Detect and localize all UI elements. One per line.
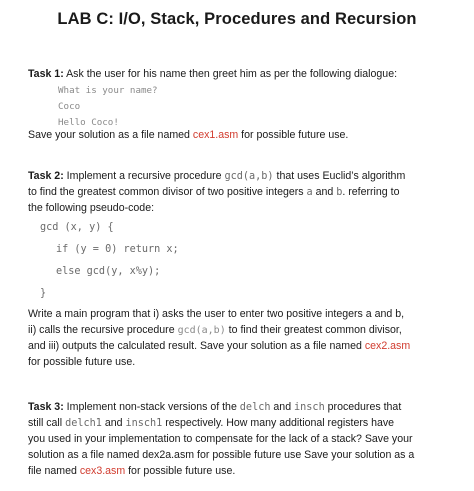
task2-para-2b: to find their greatest common divisor, [225, 324, 402, 336]
task2-para-1: Write a main program that i) asks the user to enter two positive integers a and b, [28, 308, 405, 320]
task3-text-5a: file named [28, 465, 80, 477]
pseudo-code-line-1: gcd (x, y) { [40, 222, 114, 233]
task2-para-2a: ii) calls the recursive procedure [28, 324, 178, 336]
task2-save-file: cex2.asm [364, 340, 411, 352]
task2-gcd-code: gcd(a,b) [224, 171, 274, 182]
task1-save [28, 127, 468, 143]
task3-text-1a: Implement non-stack versions of the [63, 401, 240, 413]
task2-para-3 [28, 338, 468, 354]
pseudo-code-line-2: if (y = 0) return x; [56, 244, 179, 255]
task2-text-2b: . referring to [342, 186, 400, 198]
document-title: LAB C: I/O, Stack, Procedures and Recursion [57, 10, 417, 28]
task2-code-a: a [306, 187, 313, 198]
task3-line-3: you used in your implementation to compensate for the lack of a stack? Save your [28, 433, 413, 445]
task3-line-4: solution as a file named dex2a.asm for possible future use Save your solution as a [28, 449, 415, 461]
task3-code-insch: insch [294, 402, 325, 413]
task3-text-1mid: and [270, 401, 295, 413]
task3-line-1 [28, 399, 468, 416]
dialogue-line-2: Coco [58, 101, 81, 112]
task2-para-gcd-code: gcd(a,b) [177, 325, 226, 336]
task1-save-suffix: for possible future use. [238, 129, 349, 141]
task2-line-2 [28, 184, 468, 201]
task1-save-prefix: Save your solution as a file named [28, 129, 193, 141]
task3-save-file: cex3.asm [79, 465, 126, 477]
task2-label: Task 2: [28, 170, 64, 182]
task2-line-1 [28, 168, 468, 185]
task3-text-5b: for possible future use. [125, 465, 236, 477]
task3-text-2mid: and [101, 417, 126, 429]
pseudo-code-line-4: } [40, 288, 47, 299]
task2-text-2mid: and [312, 186, 337, 198]
task2-text-2a: to find the greatest common divisor of two positive integers [28, 186, 307, 198]
dialogue-line-3: Hello Coco! [58, 117, 119, 128]
task2-para-4: for possible future use. [28, 356, 136, 368]
task3-code-insch1: insch1 [125, 418, 163, 429]
task1-label: Task 1: [28, 68, 64, 80]
task3-text-2a: still call [28, 417, 66, 429]
task2-line-3: the following pseudo-code: [28, 202, 155, 214]
task2-text-1a: Implement a recursive procedure [63, 170, 225, 182]
task3-line-5 [28, 463, 468, 479]
task3-code-delch: delch [239, 402, 271, 413]
task3-text-2b: respectively. How many additional registers have [162, 417, 395, 429]
dialogue-line-1: What is your name? [58, 85, 158, 96]
task3-text-1b: procedures that [324, 401, 402, 413]
task3-code-delch1: delch1 [65, 418, 102, 429]
task1-intro [28, 66, 468, 82]
task2-text-1b: that uses Euclid’s algorithm [273, 170, 406, 182]
task2-code-b: b [336, 187, 343, 198]
task2-para-3a: and iii) outputs the calculated result. Save your solution as a file named [28, 340, 365, 352]
pseudo-code-line-3: else gcd(y, x%y); [56, 266, 161, 277]
task2-para-2 [28, 322, 468, 339]
task3-label: Task 3: [28, 401, 64, 413]
task3-line-2 [28, 415, 468, 432]
task1-save-file: cex1.asm [192, 129, 239, 141]
task1-text: Ask the user for his name then greet him as per the following dialogue: [63, 68, 398, 80]
